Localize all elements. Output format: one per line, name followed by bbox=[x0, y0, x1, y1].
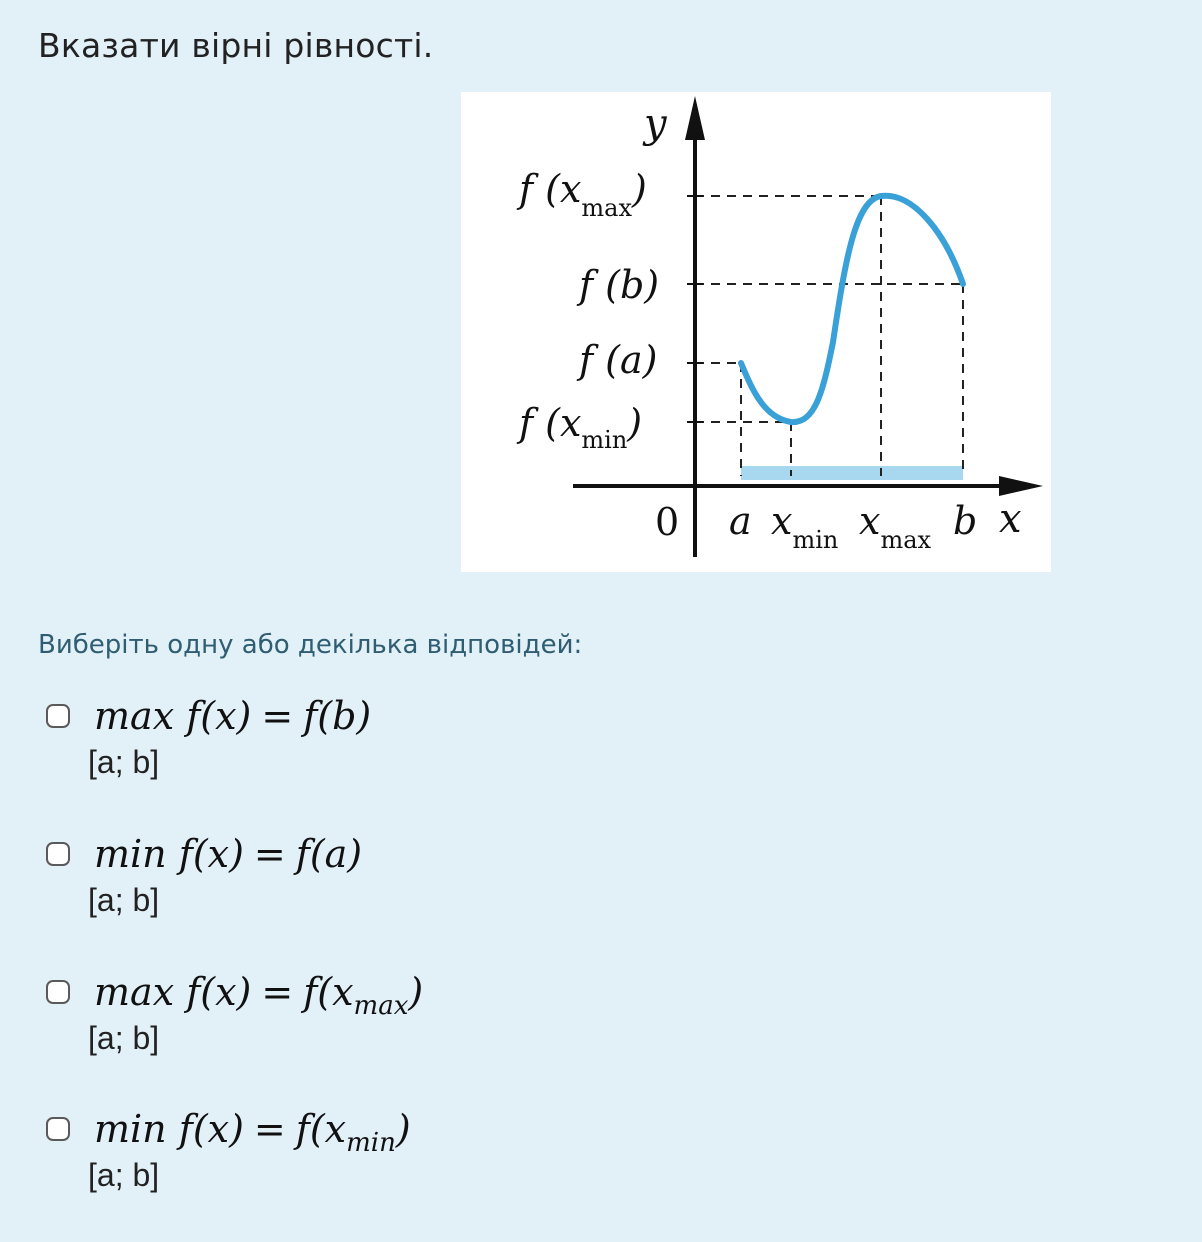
option-4-interval: [a; b] bbox=[88, 1157, 160, 1193]
function-graph bbox=[461, 92, 1051, 572]
option-1-interval: [a; b] bbox=[88, 744, 160, 780]
x-label-xmin: $x_{min}$ bbox=[771, 499, 839, 554]
x-axis-arrow bbox=[999, 476, 1043, 496]
option-2-checkbox[interactable] bbox=[46, 842, 70, 866]
function-graph-figure bbox=[461, 92, 1051, 572]
option-1-formula: max f(x) = f(b) bbox=[94, 694, 372, 738]
answer-option-4[interactable] bbox=[44, 1103, 604, 1223]
guide-lines bbox=[695, 196, 963, 476]
option-1-checkbox[interactable] bbox=[46, 704, 70, 728]
option-3-formula: $\max f(x) = f(x_{max})$ bbox=[94, 970, 424, 1021]
option-4-formula: $\min f(x) = f(x_{min})$ bbox=[94, 1107, 411, 1158]
answer-prompt: Виберіть одну або декілька відповідей: bbox=[38, 630, 583, 660]
x-label-a: a bbox=[729, 499, 752, 543]
x-label-xmax: $x_{max}$ bbox=[859, 499, 932, 554]
answer-option-1[interactable] bbox=[44, 690, 604, 810]
answer-option-2[interactable] bbox=[44, 828, 604, 948]
option-2-interval: [a; b] bbox=[88, 882, 160, 918]
option-3-checkbox[interactable] bbox=[46, 980, 70, 1004]
interval-highlight bbox=[741, 466, 963, 480]
y-label-fa: f (a) bbox=[579, 338, 658, 382]
x-axis-label: x bbox=[999, 496, 1022, 542]
function-curve bbox=[741, 196, 963, 422]
x-label-b: b bbox=[953, 499, 978, 543]
y-label-fxmin: f $(x_{min})$ bbox=[519, 401, 643, 454]
question-text: Вказати вірні рівності. bbox=[38, 26, 434, 65]
y-axis-label: y bbox=[644, 101, 667, 147]
y-label-fxmax: f $(x_{max})$ bbox=[519, 167, 647, 222]
answer-option-3[interactable] bbox=[44, 966, 604, 1086]
origin-label: 0 bbox=[655, 500, 680, 544]
option-2-formula: min f(x) = f(a) bbox=[94, 832, 363, 876]
option-3-interval: [a; b] bbox=[88, 1020, 160, 1056]
y-axis-arrow bbox=[685, 96, 705, 140]
option-4-checkbox[interactable] bbox=[46, 1117, 70, 1141]
y-label-fb: f (b) bbox=[579, 263, 660, 307]
